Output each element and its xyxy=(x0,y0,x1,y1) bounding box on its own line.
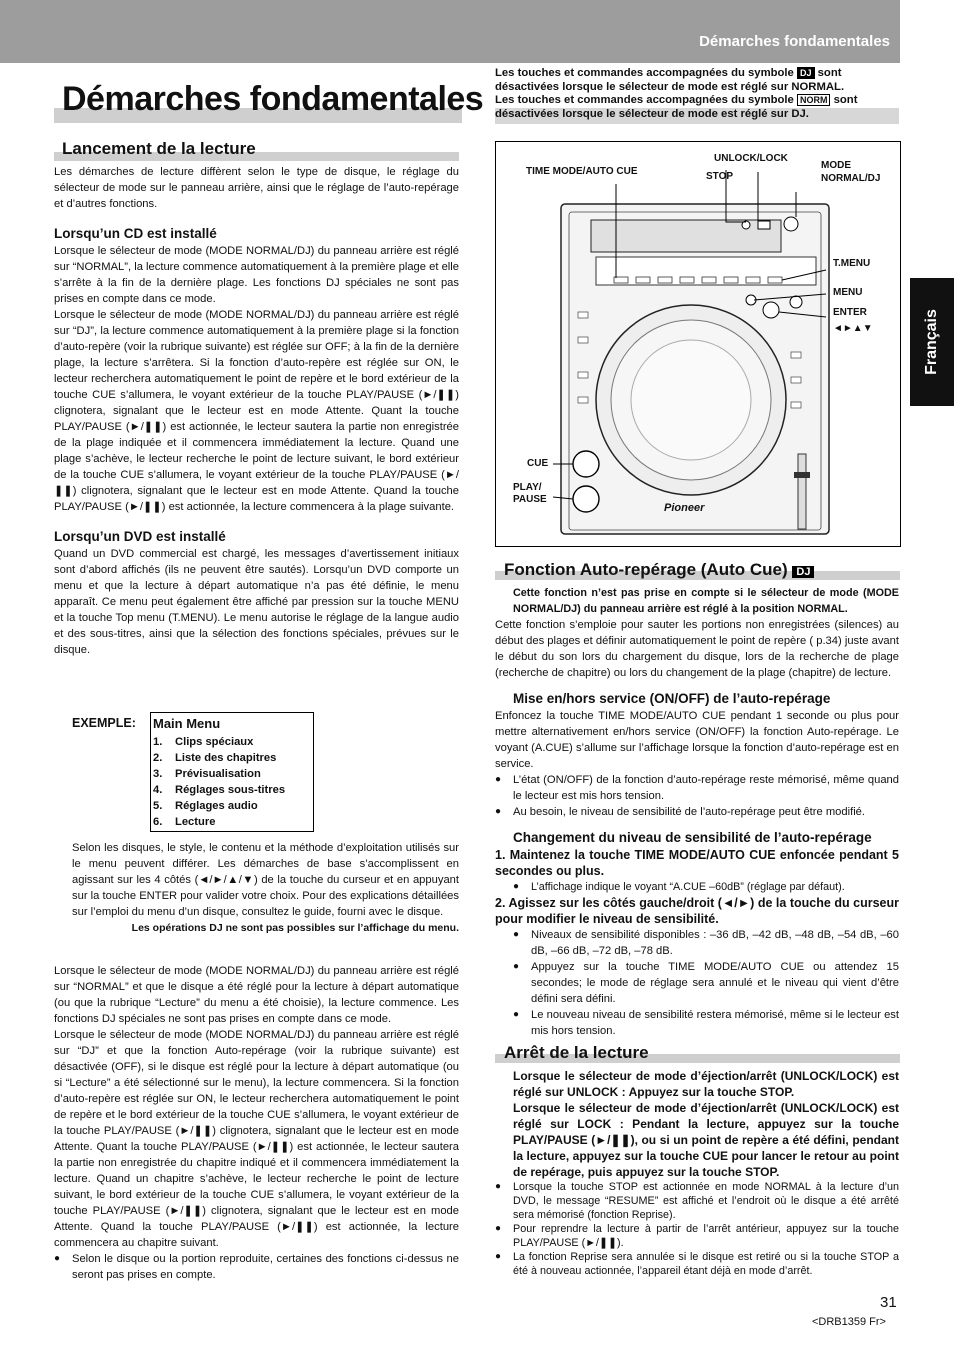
enter-button xyxy=(763,302,779,318)
document-code: <DRB1359 Fr> xyxy=(812,1316,886,1328)
header-section-title: Démarches fondamentales xyxy=(699,33,890,50)
section-arret xyxy=(504,1043,649,1063)
normal-symbol-icon: NORM xyxy=(797,94,831,106)
dj-symbol-icon: DJ xyxy=(792,566,814,578)
cd-paragraph-1: Lorsque le sélecteur de mode (MODE NORMAL/DJ) du panneau arrière est réglé sur “NORMAL”, la lecture commence automatiquement à la première plage et elle s’arrête à la fin de la dernière plage. Les fonctions DJ spéciales ne sont pas prises en compte dans ce mode. xyxy=(54,245,459,305)
label-enter: ENTER xyxy=(833,307,867,318)
stop-paragraph-1: Lorsque le sélecteur de mode d’éjection/arrêt (UNLOCK/LOCK) est réglé sur UNLOCK : Appuyez sur la touche STOP. xyxy=(513,1069,899,1099)
player-display xyxy=(591,220,781,252)
dial xyxy=(790,296,802,308)
stop-bullet-1: ● Lorsque la touche STOP est actionnée en mode NORMAL à la lecture d’un DVD, le message “RESUME” est affiché et l’endroit où le disque a été arrêté sera mémorisé (fonction Reprise). xyxy=(495,1180,899,1222)
player-diagram xyxy=(495,141,901,547)
dvd-paragraph-1: Quand un DVD commercial est chargé, les messages d’avertissement initiaux sont d’abord affichés (ils ne peuvent être sautés). Lorsqu’un DVD comporte un menu et que la lecture à départ automatique n’a pas été définie, le menu apparaît. Ce menu peut également être affiché par pression sur la touche MENU et la touche Top menu (T.MENU). Le menu autorise le réglage de la langue audio et des sous-titres, ainsi que la sélection des fonctions spéciales, prévues sur le disque. xyxy=(54,548,459,656)
pitch-slider-knob xyxy=(794,472,810,478)
dvd-note: Les opérations DJ ne sont pas possibles sur l’affichage du menu. xyxy=(131,922,459,934)
dj-symbol-icon: DJ xyxy=(797,67,815,79)
cue-button xyxy=(573,451,599,477)
stop-bullet-2: ● Pour reprendre la lecture à partir de l’arrêt antérieur, appuyez sur la touche PLAY/PAUSE (►/❚❚). xyxy=(495,1222,899,1250)
autocue-paragraph: Cette fonction s’emploie pour sauter les portions non enregistrées (silences) au début des plages et définir automatiquement le point de repère ( p.34) juste avant le début du son lors du chargement du disque, lors de la recherche de plage (recherche de chapitre) ou lors du changement de la plage (chapitre) de lecture. xyxy=(495,619,899,679)
menu-item: 5. Réglages audio xyxy=(153,800,258,812)
main-menu-list xyxy=(151,734,313,830)
menu-item: 2. Liste des chapitres xyxy=(153,752,277,764)
dvd-menu-explanation xyxy=(72,840,459,936)
pitch-slider xyxy=(798,454,806,529)
cd-subtitle: Lorsqu’un CD est installé xyxy=(54,226,217,241)
left-column-top xyxy=(54,164,459,658)
label-time-mode: TIME MODE/AUTO CUE xyxy=(526,166,638,177)
intro-paragraph: Les démarches de lecture diffèrent selon le type de disque, le réglage du sélecteur de mode sur le panneau arrière, ainsi que le réglage de l’auto-repérage et d’autres fonctions. xyxy=(54,166,459,210)
right-column-stop xyxy=(495,1068,899,1278)
dvd-bullet: ● Selon le disque ou la portion reproduite, certaines des fonctions ci-dessus ne seront pas prises en compte. xyxy=(54,1251,459,1283)
sensitivity-step-2: 2. Agissez sur les côtés gauche/droit (◄/►) de la touche du curseur pour modifier le niveau de sensibilité. xyxy=(495,896,899,926)
label-play: PLAY/ xyxy=(513,482,542,493)
note-line1-end: sont désactivées lorsque le sélecteur de mode est réglé sur NORMAL. xyxy=(495,67,845,93)
section-title: Fonction Auto-repérage (Auto Cue) xyxy=(504,560,788,579)
section-title: Arrêt de la lecture xyxy=(504,1043,649,1062)
eject-knob xyxy=(784,217,798,231)
label-mode-normal-dj: NORMAL/DJ xyxy=(821,173,881,184)
note-line1: Les touches et commandes accompagnées du symbole xyxy=(495,67,794,79)
sensitivity-subtitle: Changement du niveau de sensibilité de l’auto-repérage xyxy=(513,830,872,845)
language-tab xyxy=(910,278,954,406)
onoff-paragraph: Enfoncez la touche TIME MODE/AUTO CUE pendant 1 seconde ou plus pour mettre alternativement en/hors service (ON/OFF) la fonction Auto-repérage. Le voyant (A.CUE) s’allume sur l’affichage lorsque la fonction d’auto-repérage est en service. xyxy=(495,710,899,770)
label-tmenu: T.MENU xyxy=(833,258,871,269)
menu-item: 3. Prévisualisation xyxy=(153,768,261,780)
section-lancement xyxy=(62,139,256,159)
page-number: 31 xyxy=(880,1294,897,1311)
label-pause: PAUSE xyxy=(513,494,547,505)
sensitivity-bullet-3: ● Le nouveau niveau de sensibilité restera mémorisé, même si le lecteur est mis hors tension. xyxy=(513,1007,899,1039)
play-pause-button xyxy=(573,486,599,512)
sensitivity-step-1: 1. Maintenez la touche TIME MODE/AUTO CUE enfoncée pendant 5 secondes ou plus. xyxy=(495,848,899,878)
menu-item: 4. Réglages sous-titres xyxy=(153,784,286,796)
header-bar xyxy=(0,0,900,63)
dvd-paragraph-4: Lorsque le sélecteur de mode (MODE NORMAL/DJ) du panneau arrière est réglé sur “DJ” et que la fonction Auto-repérage (voir la rubrique suivante) est désactivée (OFF), si le disque est réglé pour la lecture à départ automatique (ou si “Lecture” a été sélectionné sur le menu), la lecture commencera. Si la fonction d’auto-repère est réglée sur ON, le lecteur recherchera automatiquement le point de repère et le bord extérieur de la touche CUE s’allumera, le voyant extérieur de la touche PLAY/PAUSE (►/❚❚) clignotera, signalant que le lecteur est en mode Attente. Quant la touche PLAY/PAUSE (►/❚❚) est actionnée, le lecteur sautera la partie non enregistrée du chapitre indiqué et il commencera immédiatement la lecture. Quand un chapitre s’achève, le lecteur recherche le point de lecture suivant, le bord extérieur de la touche CUE s’allumera, le voyant extérieur de la touche PLAY/PAUSE (►/❚❚) clignotera, signalant que le lecteur est en mode Attente. Quand la touche PLAY/PAUSE (►/❚❚) est actionnée, la lecture commencera au chapitre suivant. xyxy=(54,1029,459,1249)
page-title: Démarches fondamentales xyxy=(62,80,484,118)
dvd-subtitle: Lorsqu’un DVD est installé xyxy=(54,529,226,544)
section-title: Lancement de la lecture xyxy=(62,139,256,158)
note-line2: Les touches et commandes accompagnées du symbole xyxy=(495,94,794,106)
autocue-note: Cette fonction n’est pas prise en compte si le sélecteur de mode (MODE NORMAL/DJ) du panneau arrière est réglé à la position NORMAL. xyxy=(513,587,899,615)
section-autocue xyxy=(504,560,814,580)
label-cue: CUE xyxy=(527,458,549,469)
onoff-bullet-2: ● Au besoin, le niveau de sensibilité de l’auto-repérage peut être modifié. xyxy=(495,804,899,820)
language-tab-label: Français xyxy=(923,309,940,375)
label-cursor-arrows: ◄►▲▼ xyxy=(833,323,873,334)
unlock-switch xyxy=(758,221,770,229)
menu-item: 6. Lecture xyxy=(153,816,216,828)
sensitivity-bullet-1: ● Niveaux de sensibilité disponibles : –36 dB, –42 dB, –48 dB, –54 dB, –60 dB, –66 dB, –72 dB, –78 dB. xyxy=(513,927,899,959)
dvd-paragraph-3: Lorsque le sélecteur de mode (MODE NORMAL/DJ) du panneau arrière est réglé sur “NORMAL” et que le disque a été réglé pour la lecture à départ automatique (ou que la rubrique “Lecture” du menu a été choisie), la lecture commence. Les fonctions DJ spéciales ne sont pas prises en compte dans ce mode. xyxy=(54,965,459,1025)
label-mode: MODE xyxy=(821,160,851,171)
menu-item: 1. Clips spéciaux xyxy=(153,736,254,748)
note-line2-end: sont désactivées lorsque le sélecteur de mode est réglé sur DJ. xyxy=(495,94,858,120)
stop-bullet-3: ● La fonction Reprise sera annulée si le disque est retiré ou si la touche STOP a été à nouveau actionnée, l’appareil étant déjà en mode d’arrêt. xyxy=(495,1250,899,1278)
player-illustration xyxy=(496,142,900,546)
label-stop: STOP xyxy=(706,171,734,182)
jog-wheel-center xyxy=(631,340,751,460)
left-column-bottom xyxy=(54,963,459,1283)
onoff-subtitle: Mise en/hors service (ON/OFF) de l’auto-repérage xyxy=(513,691,831,706)
brand-logo: Pioneer xyxy=(664,502,705,514)
label-menu: MENU xyxy=(833,287,863,298)
top-note xyxy=(495,67,899,121)
cd-paragraph-2: Lorsque le sélecteur de mode (MODE NORMAL/DJ) du panneau arrière est réglé sur “DJ”, la lecture commence automatiquement à la première plage si la fonction d’auto-repère (voir la rubrique suivante) est réglée sur OFF; à la fin de la dernière plage, la lecture s’arrêtera. Si la fonction d’auto-repère est réglée sur ON, le lecteur recherchera automatiquement le point de repère et le bord extérieur de la touche CUE s’allumera, le voyant extérieur de la touche PLAY/PAUSE (►/❚❚) clignotera, signalant que le lecteur est en mode Attente. Quant la touche PLAY/PAUSE (►/❚❚) est actionnée, le lecteur sautera la partie non enregistrée de la plage indiquée et il commencera immédiatement la lecture. Quand une plage s’achève, le lecteur recherche le point de lecture suivant, le bord extérieur de la touche CUE s’allumera, le voyant extérieur de la touche PLAY/PAUSE (►/❚❚) clignotera, signalant que le lecteur est en mode Attente. Quand la touche PLAY/PAUSE (►/❚❚) est actionnée, la lecture commencera à la plage suivante. xyxy=(54,309,459,513)
stop-paragraph-2: Lorsque le sélecteur de mode d’éjection/arrêt (UNLOCK/LOCK) est réglé sur LOCK : Pendant la lecture, appuyez sur la touche PLAY/PAUSE (►/❚❚), ou si un point de repère a été défini, pendant la lecture, appuyez sur la touche CUE pour lancer le retour au point de repérage, puis appuyez sur la touche STOP. xyxy=(513,1101,899,1179)
sensitivity-step-1-bullet: ● L’affichage indique le voyant “A.CUE –60dB” (réglage par défaut). xyxy=(513,879,899,895)
main-menu-box xyxy=(150,712,314,832)
main-menu-title: Main Menu xyxy=(153,716,221,731)
example-label: EXEMPLE: xyxy=(72,716,136,730)
right-column-autocue xyxy=(495,585,899,1039)
label-unlock-lock: UNLOCK/LOCK xyxy=(714,153,788,164)
sensitivity-bullet-2: ● Appuyez sur la touche TIME MODE/AUTO CUE ou attendez 15 secondes; le mode de réglage sera annulé et le niveau qui vient d’être défini sera défini. xyxy=(513,959,899,1007)
dvd-paragraph-2: Selon les disques, le style, le contenu et la méthode d’exploitation utilisés sur le menu peuvent différer. Les démarches de base s’accomplissent en agissant sur les 4 côtés (◄/►/▲/▼) de la touche du curseur et en appuyant sur la touche ENTER pour valider votre choix. Pour des explications détaillées sur l’emploi du menu d’un disque, consultez le guide, fourni avec le disque. xyxy=(72,842,459,918)
onoff-bullet-1: ● L’état (ON/OFF) de la fonction d’auto-repérage reste mémorisé, même quand le lecteur est mis hors tension. xyxy=(495,772,899,804)
